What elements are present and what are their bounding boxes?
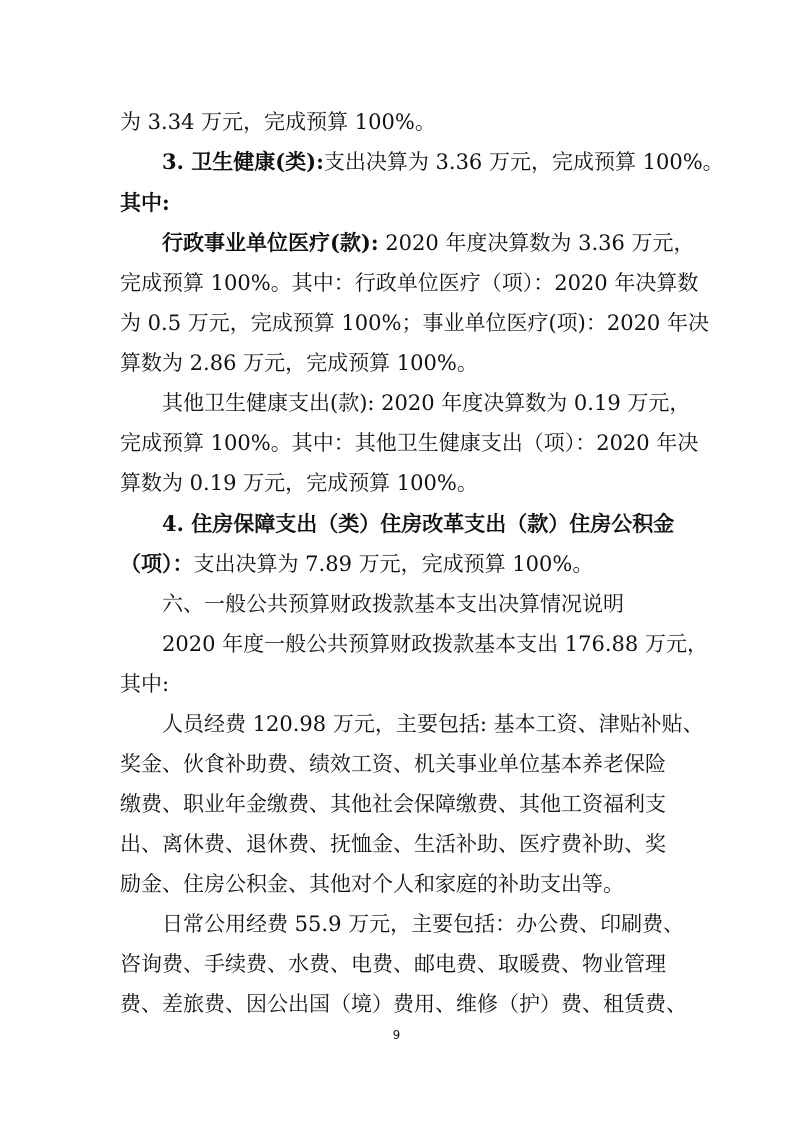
paragraph-line: 奖金、伙食补助费、绩效工资、机关事业单位基本养老保险 [120, 752, 666, 776]
section-heading-six: 六、一般公共预算财政拨款基本支出决算情况说明 [162, 592, 624, 616]
heading-label: 行政事业单位医疗(款): [162, 230, 379, 255]
paragraph-line [120, 550, 680, 578]
paragraph-line: 完成预算 100%。其中：其他卫生健康支出（项）：2020 年决 [120, 431, 699, 455]
paragraph-line: 缴费、职业年金缴费、其他社会保障缴费、其他工资福利支 [120, 792, 666, 816]
paragraph-line: 为 0.5 万元，完成预算 100%；事业单位医疗(项)：2020 年决 [120, 311, 709, 335]
paragraph-line: 其他卫生健康支出(款): 2020 年度决算数为 0.19 万元， [162, 391, 691, 415]
heading-label: （项）： [120, 551, 194, 576]
page-number: 9 [392, 1028, 401, 1042]
heading-text: 支出决算为 7.89 万元，完成预算 100%。 [193, 552, 594, 576]
section-heading-housing: 4. 住房保障支出（类）住房改革支出（款）住房公积金 [162, 511, 675, 536]
subsection-heading-medical [162, 229, 695, 257]
paragraph-line: 人员经费 120.98 万元，主要包括: 基本工资、津贴补贴、 [162, 712, 704, 736]
paragraph-line: 日常公用经费 55.9 万元，主要包括：办公费、印刷费、 [162, 912, 685, 936]
paragraph-line: 2020 年度一般公共预算财政拨款基本支出 176.88 万元， [162, 632, 708, 656]
section-heading-health [162, 148, 724, 176]
paragraph-line: 励金、住房公积金、其他对个人和家庭的补助支出等。 [120, 872, 624, 896]
paragraph-line: 咨询费、手续费、水费、电费、邮电费、取暖费、物业管理 [120, 952, 666, 976]
paragraph-line: 费、差旅费、因公出国（境）费用、维修（护）费、租赁费、 [120, 992, 687, 1016]
paragraph-line: 其中: [120, 190, 170, 215]
paragraph-line: 出、离休费、退休费、抚恤金、生活补助、医疗费补助、奖 [120, 832, 666, 856]
paragraph-line: 其中: [120, 672, 170, 696]
heading-text: 2020 年度决算数为 3.36 万元， [378, 231, 695, 255]
heading-label: 3. 卫生健康(类): [162, 149, 324, 174]
paragraph-line: 完成预算 100%。其中：行政单位医疗（项）：2020 年决算数 [120, 271, 699, 295]
paragraph-line: 算数为 0.19 万元，完成预算 100%。 [120, 471, 478, 495]
heading-text: 支出决算为 3.36 万元，完成预算 100%。 [323, 150, 724, 174]
paragraph-line: 为 3.34 万元，完成预算 100%。 [120, 110, 436, 134]
paragraph-line: 算数为 2.86 万元，完成预算 100%。 [120, 351, 478, 375]
